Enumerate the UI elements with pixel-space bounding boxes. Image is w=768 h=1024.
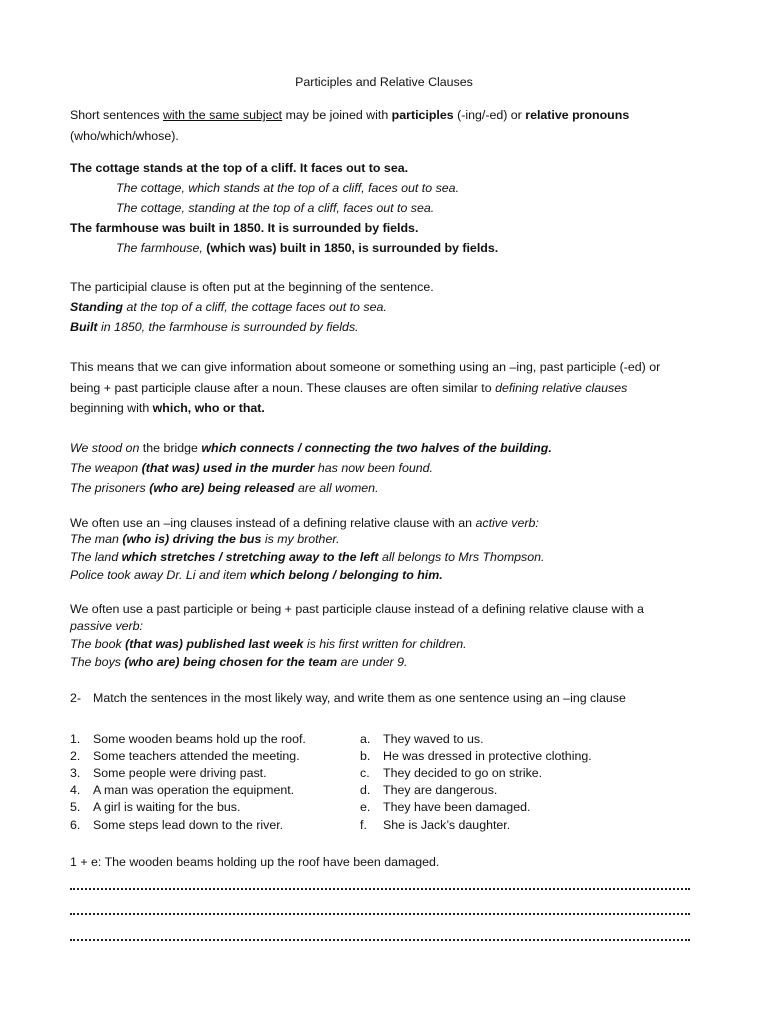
item-letter: c. (360, 766, 370, 780)
ing-text: is my brother. (261, 532, 340, 546)
past-passive-verb: passive verb: (70, 619, 144, 633)
list-item (360, 749, 592, 765)
list-item (70, 783, 294, 799)
item-letter: a. (360, 732, 371, 746)
example-2-part: built in 1850, is surrounded by fields. (276, 241, 499, 255)
means-text: being + past participle clause after a noun. These clauses are often similar to (70, 381, 496, 395)
participial-standing (70, 300, 387, 316)
answer-line-2[interactable] (70, 911, 690, 915)
past-example-boys (70, 655, 407, 671)
participial-word: Built (70, 320, 98, 334)
past-intro: We often use a past participle or being + past participle clause instead of a defining relative clause with a (70, 602, 644, 616)
item-text: He was dressed in protective clothing. (383, 749, 592, 763)
participial-word: Standing (70, 300, 123, 314)
participial-built (70, 320, 359, 336)
means-line-2 (70, 381, 627, 397)
past-clause: (who are) being chosen for the team (124, 655, 338, 669)
item-text: They are dangerous. (383, 783, 498, 797)
intro-participles: participles (391, 108, 454, 122)
item-text: They waved to us. (383, 732, 484, 746)
item-text: They decided to go on strike. (383, 766, 543, 780)
item-text: Some steps lead down to the river. (93, 818, 284, 832)
page-title: Participles and Relative Clauses (295, 75, 473, 89)
example-text: The prisoners (70, 481, 150, 495)
item-number: 6. (70, 818, 81, 832)
intro-same-subject: with the same subject (162, 108, 283, 122)
example-prisoners (70, 481, 379, 497)
example-text: The weapon (70, 461, 142, 475)
example-clause: which connects / connecting the two halves of the building. (201, 441, 552, 455)
means-line-3 (70, 401, 265, 417)
ing-text: The man (70, 532, 123, 546)
answer-line-3[interactable] (70, 937, 690, 941)
item-text: She is Jack’s daughter. (383, 818, 511, 832)
item-letter: f. (360, 818, 367, 832)
participial-rest: at the top of a cliff, the cottage faces out to sea. (123, 300, 387, 314)
intro-relative-pronouns: relative pronouns (525, 108, 630, 122)
example-weapon (70, 461, 433, 477)
ing-text: all belongs to Mrs Thompson. (378, 550, 545, 564)
answer-line-1[interactable] (70, 886, 690, 890)
exercise-instruction: Match the sentences in the most likely way, and write them as one sentence using an –ing clause (93, 691, 626, 705)
item-number: 3. (70, 766, 81, 780)
list-item (360, 783, 497, 799)
example-1-standing: The cottage, standing at the top of a cliff, faces out to sea. (116, 201, 435, 215)
list-item (70, 800, 240, 816)
intro-line-2: (who/which/whose). (70, 129, 179, 143)
ing-clause: which stretches / stretching away to the left (121, 550, 379, 564)
means-defining: defining relative clauses (495, 381, 628, 395)
past-text: is his first written for children. (303, 637, 467, 651)
list-item (360, 818, 510, 834)
item-number: 2. (70, 749, 81, 763)
ing-intro (70, 516, 539, 532)
ing-intro-text: We often use an –ing clauses instead of a defining relative clause with an (70, 516, 476, 530)
exercise-number: 2- (70, 691, 82, 705)
list-item (360, 800, 530, 816)
intro-text: may be joined with (282, 108, 392, 122)
item-number: 5. (70, 800, 81, 814)
past-text: are under 9. (337, 655, 408, 669)
example-text: We stood on (70, 441, 143, 455)
means-pronouns: which, who or that. (152, 401, 265, 415)
means-text: beginning with (70, 401, 153, 415)
ing-example-police (70, 568, 443, 584)
example-bridge (70, 441, 552, 457)
exercise-instruction-row (70, 691, 626, 707)
item-text: A girl is waiting for the bus. (93, 800, 241, 814)
example-clause: (who are) being released (149, 481, 295, 495)
exercise-example-answer: 1 + e: The wooden beams holding up the roof have been damaged. (70, 855, 440, 869)
ing-active-verb: active verb: (475, 516, 539, 530)
past-example-book (70, 637, 467, 653)
item-text: Some wooden beams hold up the roof. (93, 732, 306, 746)
example-text: are all women. (294, 481, 379, 495)
ing-clause: (who is) driving the bus (122, 532, 262, 546)
past-clause: (that was) published last week (125, 637, 304, 651)
list-item (70, 766, 267, 782)
list-item (360, 766, 542, 782)
example-2-which-was: (which was) (206, 241, 277, 255)
list-item (70, 818, 283, 834)
ing-text: The land (70, 550, 122, 564)
example-2-part: The farmhouse, (116, 241, 207, 255)
list-item (70, 749, 300, 765)
item-text: Some people were driving past. (93, 766, 267, 780)
ing-example-man (70, 532, 339, 548)
item-text: Some teachers attended the meeting. (93, 749, 300, 763)
example-1-heading: The cottage stands at the top of a cliff. It faces out to sea. (70, 161, 409, 175)
ing-example-land (70, 550, 544, 566)
item-letter: e. (360, 800, 371, 814)
list-item (70, 732, 306, 748)
participial-intro: The participial clause is often put at the beginning of the sentence. (70, 280, 434, 294)
intro-text: (-ing/-ed) or (453, 108, 526, 122)
intro-text: Short sentences (70, 108, 163, 122)
past-text: The book (70, 637, 126, 651)
item-letter: d. (360, 783, 371, 797)
intro-line-1 (70, 108, 629, 124)
example-clause: (that was) used in the murder (141, 461, 315, 475)
example-text: has now been found. (314, 461, 433, 475)
ing-text: Police took away Dr. Li and item (70, 568, 250, 582)
example-text: the bridge (142, 441, 202, 455)
example-2-line (116, 241, 498, 257)
means-line-1: This means that we can give information about someone or something using an –ing, past participle (-ed) or (70, 360, 661, 374)
item-number: 4. (70, 783, 81, 797)
example-1-which: The cottage, which stands at the top of a cliff, faces out to sea. (116, 181, 460, 195)
item-text: A man was operation the equipment. (93, 783, 295, 797)
item-text: They have been damaged. (383, 800, 531, 814)
item-number: 1. (70, 732, 81, 746)
example-2-heading: The farmhouse was built in 1850. It is surrounded by fields. (70, 221, 419, 235)
participial-rest: in 1850, the farmhouse is surrounded by fields. (97, 320, 359, 334)
list-item (360, 732, 484, 748)
ing-clause: which belong / belonging to him. (249, 568, 443, 582)
past-text: The boys (70, 655, 125, 669)
item-letter: b. (360, 749, 371, 763)
